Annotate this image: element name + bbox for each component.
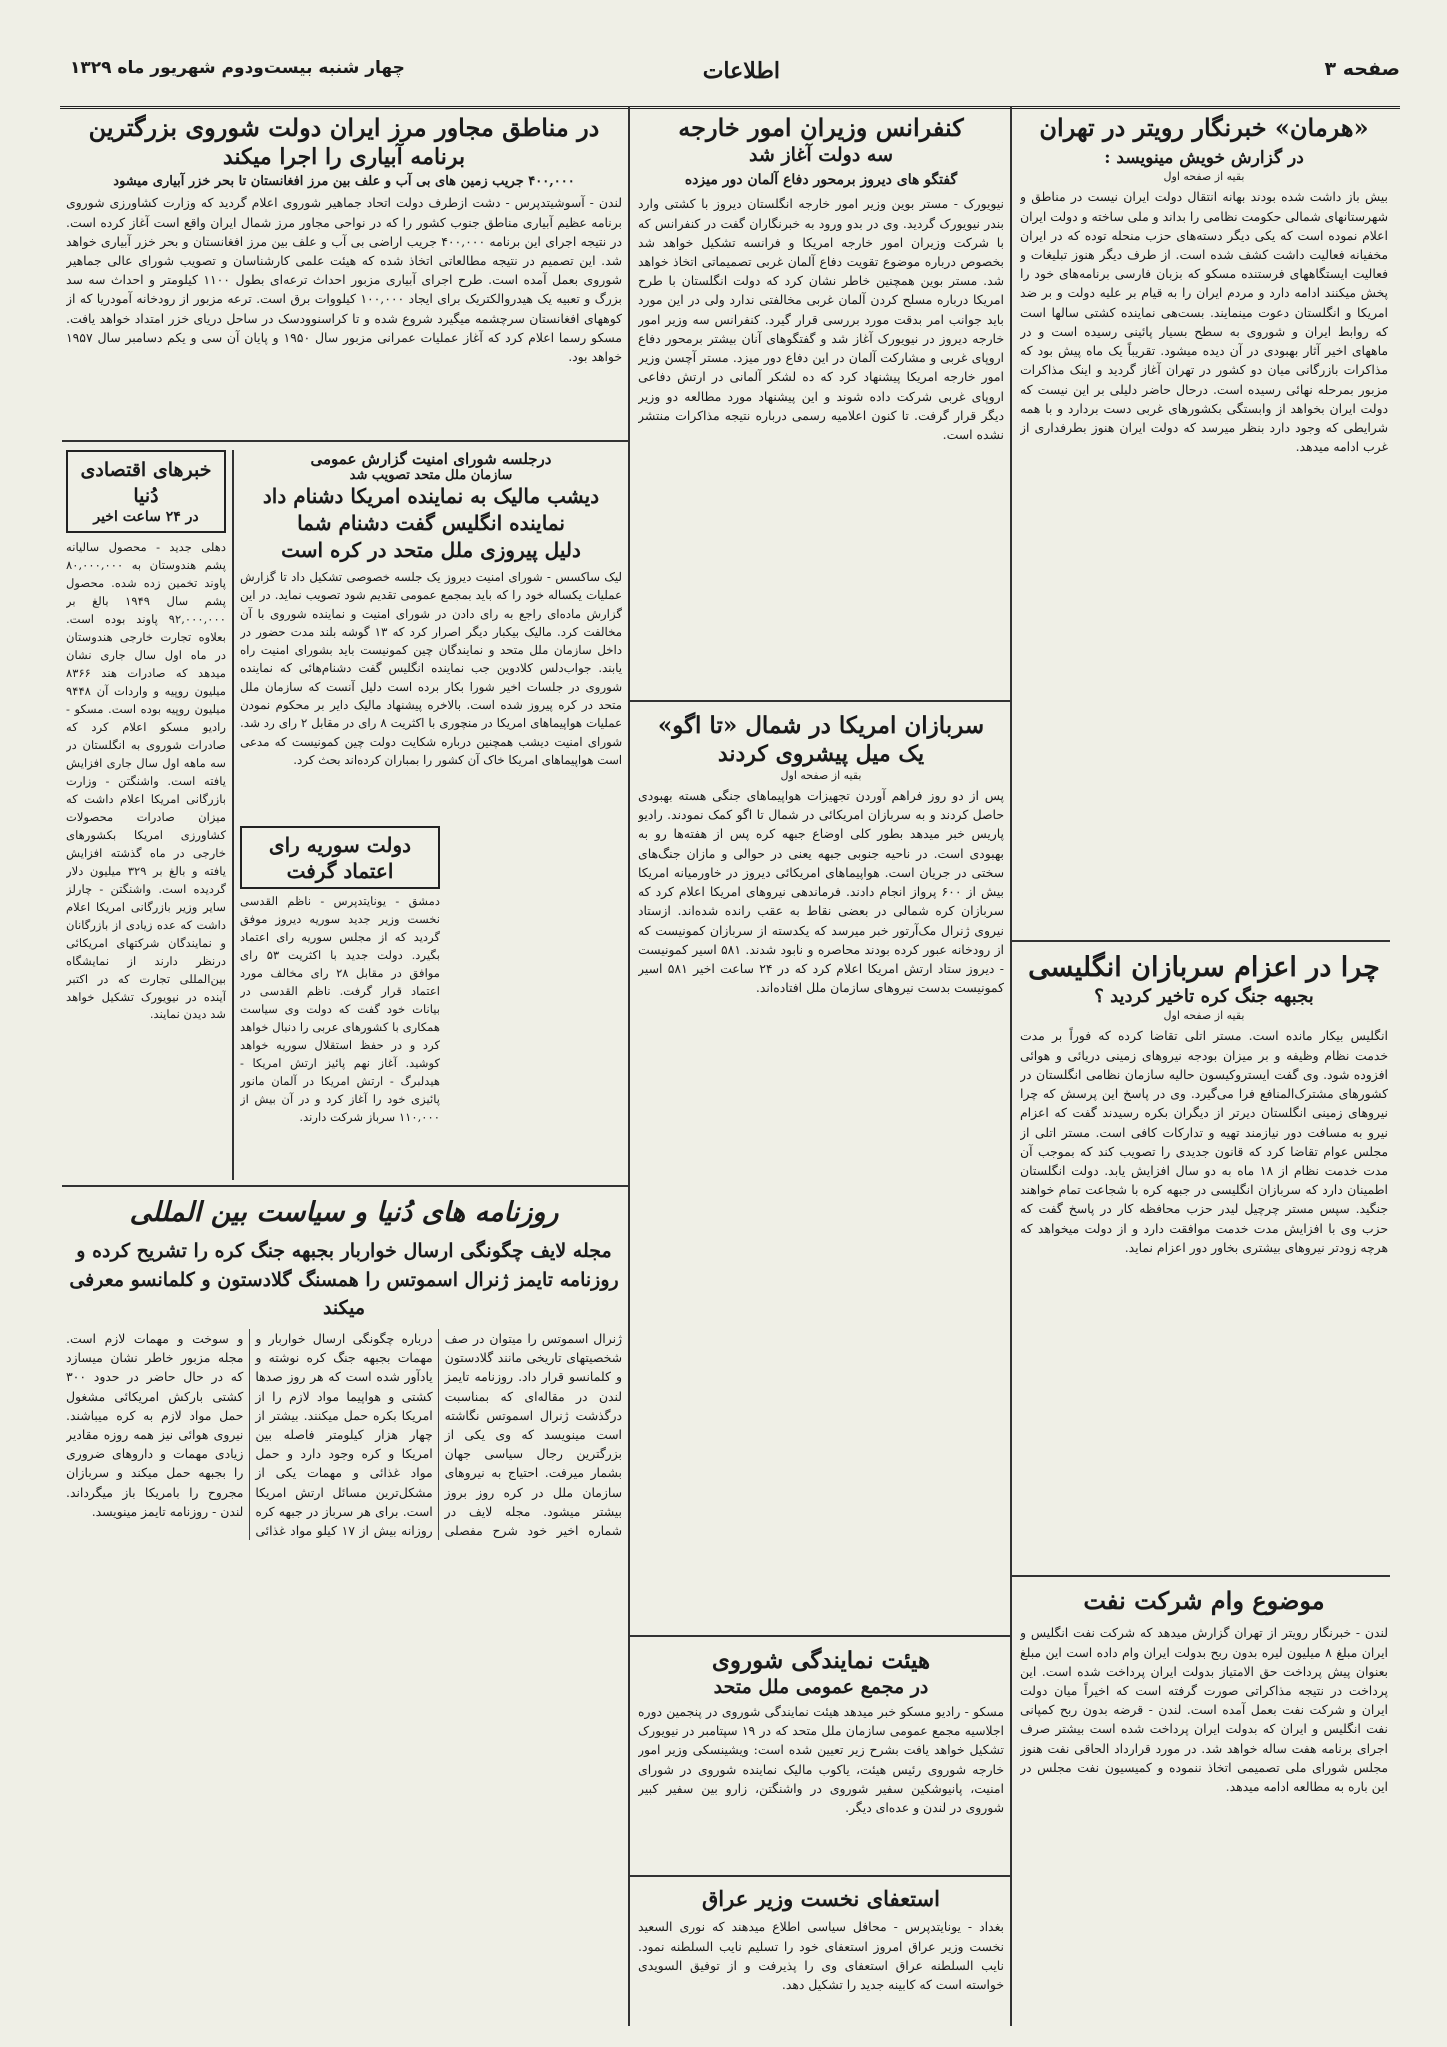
column-rule xyxy=(628,106,630,2026)
section-rule xyxy=(630,1635,1010,1637)
article-body: دهلی جدید - محصول سالیانه پشم هندوستان به ۸۰,۰۰۰,۰۰۰ پاوند تخمین زده شده. محصول پشم سال ۱۹۴۹ بالغ بر ۹۲,۰۰۰,۰۰۰ پاوند بوده است. بعلاوه تجارت خارجی هندوستان در ماه اول سال جاری نشان میدهد که صادرات هند ۸۳۶۶ میلیون روپیه و واردات آن ۹۴۴۸ میلیون روپیه بوده است. مسکو - رادیو مسکو اعلام کرد که صادرات شوروی به انگلستان در سه ماهه اول سال جاری افزایش یافته است. واشنگتن - وزارت بازرگانی امریکا اعلام داشت که میزان صادرات محصولات کشاورزی امریکا بکشورهای خارجی در ماه گذشته افزایش یافته و بالغ بر ۳۲۹ میلیون دلار گردیده است. واشنگتن - چارلز سایر وزیر بازرگانی امریکا اعلام داشت که عده زیادی از بازرگانان و نمایندگان شرکتهای امریکائی درنظر دارند از نمایشگاه بین‌المللی تجارت که در اکتبر آینده در نیویورک تشکیل خواهد شد دیدن نمایند. xyxy=(66,540,226,1022)
masthead xyxy=(60,48,1400,109)
article-subhead: سه دولت آغاز شد xyxy=(748,144,894,167)
economic-news-banner xyxy=(66,450,226,533)
article-body: لیک ساکسس - شورای امنیت دیروز یک جلسه خصوصی تشکیل داد تا گزارش عملیات یکساله خود را که باید بمجمع عمومی تقدیم شود تصویب نماید. در این گزارش ماده‌ای راجع به رای دادن در شورای امنیت و نماینده شوروی با آن مخالفت کرد. مالیک بیکبار دیگر اصرار کرد که ۱۳ گوشه بلند مدت حضور در داخل سازمان ملل متحد و نمایندگان چین کمونیست باید بشورای امنیت راه یابند. جواب‌دلس کلادوین جب نماینده انگلیس گفت دشنام‌هائی که نماینده شوروی در جلسات اخیر شورا بکار برده است دلیل آنست که سازمان ملل متحد در کره پیروز شده است. بالاخره پیشنهاد مالیک دایر بر محکوم نمودن عملیات هواپیماهای امریکا در منچوری با اکثریت ۸ رای در مقابل ۲ رای رد شد. شورای امنیت دیشب همچنین درباره شکایت دولت چین کمونیست که مدعی است هواپیماهای امریکا خاک آن کشور را بمباران کرده‌اند بحث کرد. xyxy=(240,570,622,767)
date-line: چهار شنبه بیست‌ودوم شهریور ماه ۱۳۲۹ xyxy=(70,58,405,78)
section-rule xyxy=(1012,940,1390,942)
article-subhead: یک میل پیشروی کردند xyxy=(717,741,925,768)
article-headline: روزنامه های دُنیا و سیاست بین المللی xyxy=(129,1197,559,1228)
article-body: لندن - خبرنگار رویتر از تهران گزارش میدهد که شرکت نفت انگلیس و ایران مبلغ ۸ میلیون لیره بدون ربح بدولت ایران وام داده است این مبلغ بعنوان پیش پرداخت حق الامتیاز بدولت ایران پرداخت شده است. این پرداخت در نتیجه مذاکراتی صورت گرفته است که اخیراً میان دولت ایران و شرکت نفت بعمل آمده است. لندن - قرضه بدون ربح کمپانی نفت انگلیس و ایران که بدولت ایران پرداخت شده است بیشتر صرف اجرای برنامه هفت ساله خواهد شد. در مورد قرارداد الحاقی نفت هنوز مجلس شورای ملی تصمیمی اتخاذ ننموده و کمیسیون نفت مجلس در این باره به مطالعه ادامه میدهد. xyxy=(1020,1625,1388,1795)
section-rule xyxy=(630,1875,1010,1877)
article-deck: نماینده انگلیس گفت دشنام شما xyxy=(297,511,565,535)
article-subhead: در مجمع عمومی ملل متحد xyxy=(713,1676,929,1699)
paper-name: اطلاعات xyxy=(702,58,780,84)
continued-label: بقیه از صفحه اول xyxy=(1163,170,1245,184)
article-subhead: سازمان ملل متحد تصویب شد xyxy=(349,468,513,483)
article-headline: هیئت نمایندگی شوروی xyxy=(711,1647,931,1674)
article-body: ژنرال اسموتس را میتوان در صف شخصیتهای تاریخی مانند گلادستون و کلمانسو قرار داد. روزنامه تایمز لندن در مقاله‌ای که بمناسبت درگذشت ژنرال اسموتس نگاشته است مینویسد که وی یکی از بزرگترین رجال سیاسی جهان بشمار میرفت. احتیاج به نیروهای سازمان ملل در کره روز بروز بیشتر میشود. مجله لایف در شماره اخیر خود شرح مفصلی درباره چگونگی ارسال خواربار و مهمات بجبهه جنگ کره نوشته و یادآور شده است که هر روز صدها کشتی و هواپیما مواد لازم را از امریکا بکره حمل میکنند. بیشتر از چهار هزار کیلومتر فاصله بین امریکا و کره وجود دارد و حمل مواد غذائی و مهمات یکی از مشکل‌ترین مسائل ارتش امریکا است. برای هر سرباز در جبهه کره روزانه بیش از ۱۷ کیلو مواد غذائی و سوخت و مهمات لازم است. مجله مزبور خاطر نشان میسازد که در حال حاضر در حدود ۳۰۰ کشتی بارکش امریکائی مشغول حمل مواد لازم به کره میباشند. نیروی هوائی نیز همه روزه مقادیر زیادی مهمات و داروهای ضروری را بجبهه حمل میکند و سربازان مجروح را بامریکا باز میگرداند. لندن - روزنامه تایمز مینویسد. xyxy=(66,1330,622,1539)
article-body: مسکو - رادیو مسکو خبر میدهد هیئت نمایندگی شوروی در پنجمین دوره اجلاسیه مجمع عمومی سازمان ملل متحد که در ۱۹ سپتامبر در نیویورک تشکیل خواهد یافت بشرح زیر تعیین شده است: ویشینسکی وزیر امور خارجه شوروی رئیس هیئت، یاکوب مالیک نماینده شوروی در شورای امنیت، پانیوشکین سفیر شوروی در واشنگتن، زارو بین سفیر کبیر شوروی در لندن و عده‌ای دیگر. xyxy=(638,1704,1004,1816)
article-security-council xyxy=(240,450,622,820)
article-deck: دلیل پیروزی ملل متحد در کره است xyxy=(281,538,581,562)
article-soviet-delegation xyxy=(638,1645,1004,1870)
page-number: صفحه ۳ xyxy=(1324,58,1400,80)
article-body: انگلیس بیکار مانده است. مستر اتلی تقاضا کرده که فوراً بر مدت خدمت نظام وظیفه و بر میزان بودجه نیروهای زمینی دریائی و هوائی افزوده شود. وی گفت ایستروکیسون حالیه سازمان نظامی انگلستان در کشورهای مشترک‌المنافع فرا می‌گیرد. وی در پاسخ این پرسش که چرا نیروهای زمینی انگلستان دیرتر از دیگران بکره رسیدند گفت که اعزام نیرو به مسافت دور نیازمند تهیه و تدارکات کافی است. مستر اتلی از مجلس عوام تقاضا کرد که قانون جدیدی را تصویب کند که بموجب آن مدت خدمت نظام از ۱۸ ماه به دو سال افزایش یابد. دولت انگلستان اطمینان دارد که سربازان انگلیسی در جبهه کره با شجاعت تمام خواهند جنگید. سپس مستر چرچیل لیدر حزب محافظه کار در پاسخ گفت که حزب وی با افزایش مدت خدمت موافقت دارد و از دولت میخواهد که هرچه زودتر نیروهای بیشتری بخاور دور اعزام نماید. xyxy=(1020,1028,1388,1255)
article-subhead: در ۲۴ ساعت اخیر xyxy=(93,509,199,526)
article-body: نیویورک - مستر بوین وزیر امور خارجه انگلستان دیروز با کشتی وارد بندر نیویورک گردید. وی در بدو ورود به خبرنگاران گفت در کنفرانس که با شرکت وزیران امور خارجه امریکا و فرانسه تشکیل خواهد شد بخصوص درباره موضوع تقویت دفاع آلمان غربی تصمیماتی اتخاذ خواهد شد. مستر بوین همچنین خاطر نشان کرد که دولت انگلستان با طرح امریکا درباره مسلح کردن آلمان غربی مخالفتی ندارد ولی در این مورد باید جوانب امر بدقت مورد بررسی قرار گیرد. کنفرانس سه وزیر امور خارجه دیروز در نیویورک آغاز شد و گفتگوهای آنان بیشتر برمحور دفاع اروپای غربی و مشارکت آلمان در این دفاع دور میزد. مستر آچسن وزیر امور خارجه امریکا پیشنهاد کرد که ده لشکر آلمانی در ارتش دفاعی اروپای غربی شرکت داده شوند و این پیشنهاد مورد مطالعه دو وزیر دیگر قرار گرفت. تا کنون اعلامیه رسمی درباره نتیجه مذاکرات منتشر نشده است. xyxy=(638,196,1004,443)
article-headline: در مناطق مجاور مرز ایران دولت شوروی بزرگترین xyxy=(88,113,600,142)
article-body: بغداد - یونایتدپرس - محافل سیاسی اطلاع میدهند که نوری السعید نخست وزیر عراق امروز استعفای خود را تسلیم نایب السلطنه نمود. نایب السلطنه عراق استعفای وی را پذیرفت و از توفیق السویدی خواسته است که کابینه جدید را تشکیل دهد. xyxy=(638,1919,1004,1992)
article-subhead: در گزارش خویش مینویسد : xyxy=(1104,148,1304,169)
article-herman xyxy=(1020,112,1388,937)
article-headline: چرا در اعزام سربازان انگلیسی xyxy=(1028,952,1380,983)
column-rule xyxy=(232,450,234,1180)
article-subhead: اعتماد گرفت xyxy=(286,859,394,883)
article-body: لندن - آسوشیتدپرس - دشت ازطرف دولت اتحاد جماهیر شوروی اعلام گردید که وزارت کشاورزی شوروی برنامه عظیم آبیاری مناطق جنوب کشور را که در نواحی مجاور مرز شمال ایران واقع است آغاز کرده است. در نتیجه اجرای این برنامه ۴۰۰,۰۰۰ جریب اراضی بی آب و علف بین مرز افغانستان و بحر خزر آبیاری خواهد شد. این تصمیم در نتیجه مطالعاتی اتخاذ شده که هیئت علمی کارشناسان و تصویب شورای عالی جماهیر شوروی بعمل آمده است. طرح اجرای آبیاری مزبور احداث ترعه‌ای بطول ۱۱۰۰ کیلومتر و احداث سه سد بزرگ و تعبیه یک هیدروالکتریک برای ایجاد ۱۰۰,۰۰۰ کیلووات برق است. ترعه مزبور از رودخانه آمودریا که از کوههای افغانستان سرچشمه میگیرد شروع شده و تا کراسنوودسک در ساحل دریای خزر امتداد خواهد یافت. مسکو رسما اعلام کرد که آغاز عملیات عمرانی مزبور سال ۱۹۵۰ و پایان آن سی و یکم دسامبر سال ۱۹۵۷ خواهد بود. xyxy=(66,195,622,365)
article-headline: خبرهای اقتصادی دُنیا xyxy=(80,459,212,507)
article-iraq xyxy=(638,1885,1004,2025)
article-deck: گفتگو های دیروز برمحور دفاع آلمان دور میزده xyxy=(684,172,958,189)
article-headline: سربازان امریکا در شمال «تا اگو» xyxy=(657,712,985,739)
column-rule xyxy=(1010,106,1012,2026)
section-rule xyxy=(62,1185,628,1187)
article-ussr-irrigation xyxy=(66,112,622,434)
section-rule xyxy=(1012,1575,1390,1577)
syria-headline-box xyxy=(240,826,440,889)
article-deck: ۴۰۰,۰۰۰ جریب زمین های بی آب و علف بین مرز افغانستان تا بحر خزر آبیاری میشود xyxy=(113,174,575,190)
article-headline: درجلسه شورای امنیت گزارش عمومی xyxy=(310,450,552,468)
article-headline: استعفای نخست وزیر عراق xyxy=(701,1886,940,1911)
continued-label: بقیه از صفحه اول xyxy=(1163,1009,1245,1023)
article-subhead: برنامه آبیاری را اجرا میکند xyxy=(222,144,466,171)
article-subhead: بجبهه جنگ کره تاخیر کردید ؟ xyxy=(1094,986,1314,1008)
article-foreign-ministers xyxy=(638,112,1004,697)
article-headline: «هرمان» خبرنگار رویتر در تهران xyxy=(1039,113,1369,142)
article-headline: دولت سوریه رای xyxy=(268,833,412,857)
article-body: دمشق - یونایتدپرس - ناظم القدسی نخست وزیر جدید سوریه دیروز موفق گردید که از مجلس سوریه رای اعتماد بگیرد. دولت جدید با اکثریت ۵۳ رای موافق در مقابل ۲۸ رای مخالف مورد اعتماد قرار گرفت. ناظم القدسی در بیانات خود گفت که دولت وی سیاست همکاری با کشورهای عربی را دنبال خواهد کرد و در حفظ استقلال سوریه خواهد کوشید. آغاز نهم پائیز ارتش امریکا - هیدلبرگ - ارتش امریکا در آلمان مانور پائیزی خود را آغاز کرد و در آن بیش از ۱۱۰,۰۰۰ سرباز شرکت دارند. xyxy=(240,894,440,1124)
article-body: بیش باز داشت شده بودند بهانه انتقال دولت ایران نیست در مناطق و شهرستانهای شمالی حکومت نظامی را بداند و ملی ساخته و دولت ایران اعلام نموده است که یکی دیگر دسته‌های حزب منحله توده که در ایران مخفیانه فعالیت داشت کشف شده است. از طرف دیگر هنوز تبلیغات و فعالیت ایستگاههای فرستنده مسکو که بزبان فارسی برنامه‌های خود را پخش میکنند ادامه دارد و مردم ایران را به قیام بر علیه دولت و بر ضد امریکا و انگلستان دعوت مینمایند. بست‌هی نماینده کشتی سالها است که روابط ایران و شوروی به سطح بسیار پائینی رسیده است و در ماههای اخیر آثار بهبودی در آن دیده میشود. تقریباً یک ماه پیش بود که مذاکرات بازرگانی میان دو کشور در تهران آغاز گردید و اینک مذاکرات مزبور بمرحله نهائی رسیده است. درحال حاضر دلیلی بر این نیست که دولت ایران بخواهد از وابستگی بکشورهای غربی دست بردارد و با همه شرایطی که وجود دارد بنظر میرسد که دولت ایران هنوز بطرفداری از غرب ادامه میدهد. xyxy=(1020,189,1388,455)
article-deck: دیشب مالیک به نماینده امریکا دشنام داد xyxy=(262,484,600,508)
article-oil-loan xyxy=(1020,1585,1388,2025)
article-marines xyxy=(638,710,1004,1630)
article-headline: کنفرانس وزیران امور خارجه xyxy=(678,113,964,142)
section-rule xyxy=(62,440,628,442)
section-rule xyxy=(630,700,1010,702)
article-press-review xyxy=(66,1195,622,2025)
continued-label: بقیه از صفحه اول xyxy=(780,769,862,783)
article-subhead: مجله لایف چگونگی ارسال خواربار بجبهه جنگ کره را تشریح کرده و روزنامه تایمز ژنرال اسموتس را همسنگ گلادستون و کلمانسو معرفی میکند xyxy=(69,1240,619,1320)
article-syria xyxy=(240,826,440,1178)
article-british-troops xyxy=(1020,950,1388,1565)
article-economic-news xyxy=(66,450,226,1178)
article-body: پس از دو روز فراهم آوردن تجهیزات هواپیماهای جنگی هسته بهبودی حاصل کردند و به سربازان امریکائی در شمال تا اگو کمک نمودند. رادیو پاریس خبر میدهد بطور کلی اوضاع جبهه کره پس از هفته‌ها رو به بهبودی است. در ناحیه جنوبی جبهه یعنی در حوالی و مازان جنگ‌های سختی در جریان است. هواپیماهای امریکائی دیروز در خاورمیانه امریکا بیش از ۶۰۰ پرواز انجام دادند. فرماندهی نیروهای امریکا اعلام کرد که سربازان کره شمالی در بعضی نقاط به عقب رانده شده‌اند. ازستاد نیروی ژنرال مک‌آرتور خبر میرسد که یکدسته از سربازان کمونیست که از رودخانه عبور کرده بودند محاصره و نابود شدند. ۵۸۱ اسیر کمونیست - دیروز ستاد ارتش امریکا اعلام کرد که در ۲۴ ساعت اخیر ۵۸۱ اسیر کمونیست بدست نیروهای سازمان ملل افتاده‌اند. xyxy=(638,788,1004,996)
article-headline: موضوع وام شرکت نفت xyxy=(1083,1586,1325,1615)
